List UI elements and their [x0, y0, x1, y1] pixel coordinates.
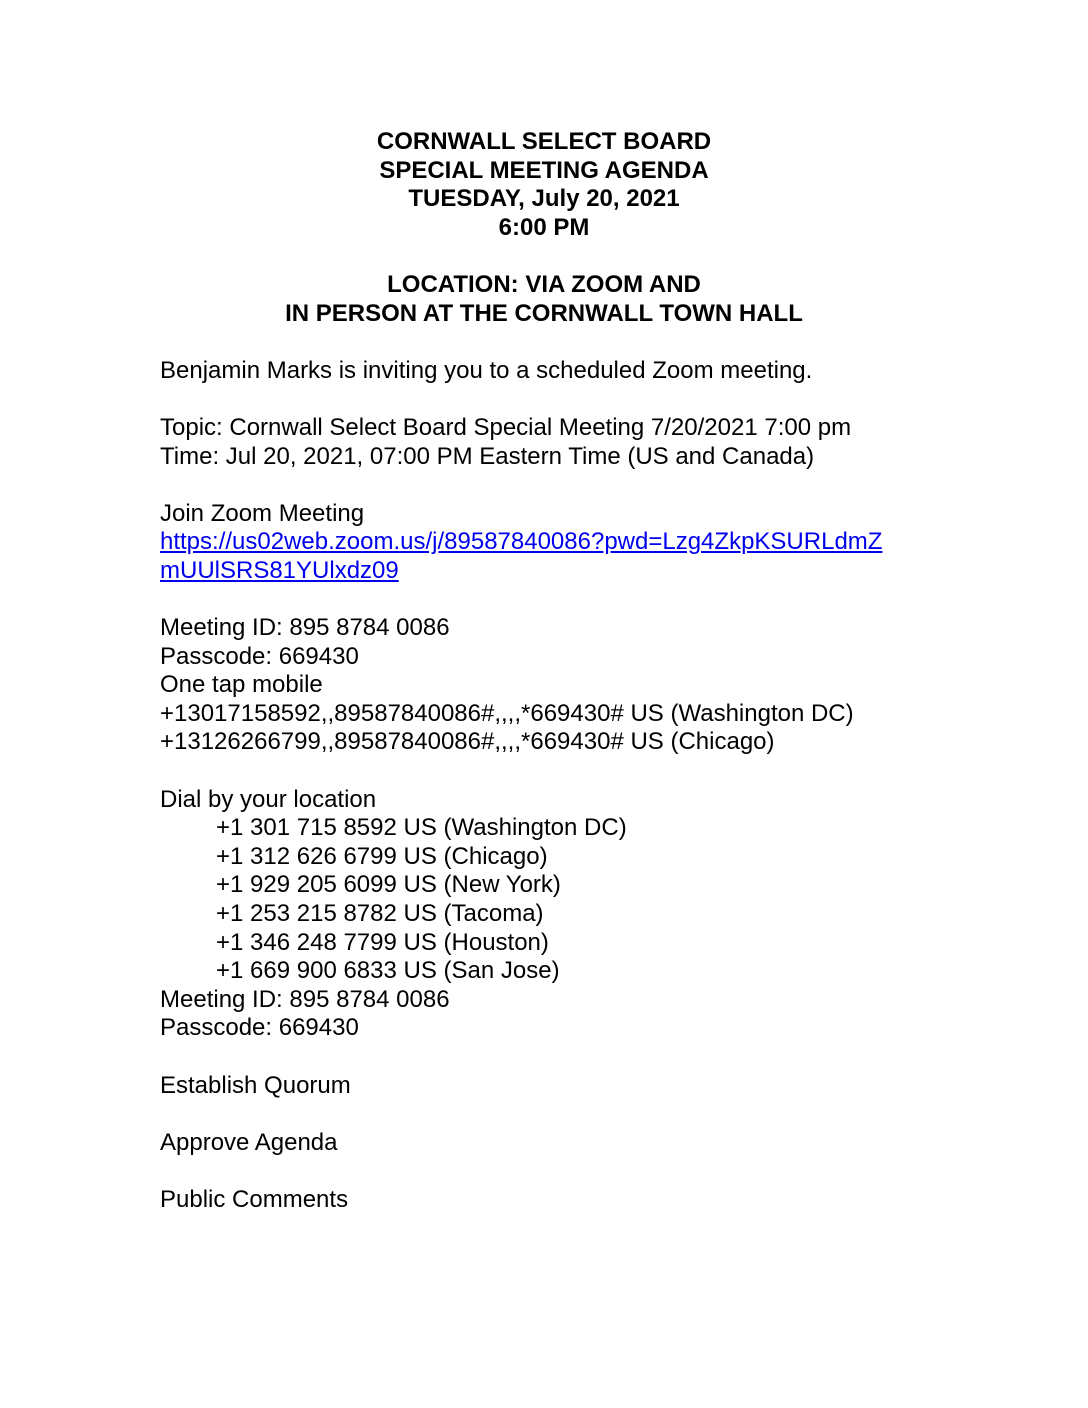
dial-number: +1 346 248 7799 US (Houston): [216, 928, 549, 956]
location-line-2: IN PERSON AT THE CORNWALL TOWN HALL: [285, 299, 803, 327]
dial-number: +1 312 626 6799 US (Chicago): [216, 842, 548, 870]
agenda-page: [160, 128, 940, 1215]
meeting-id: Meeting ID: 895 8784 0086: [160, 614, 450, 642]
dial-number: +1 929 205 6099 US (New York): [216, 871, 561, 899]
agenda-item: Approve Agenda: [160, 1128, 338, 1156]
topic-text: Topic: Cornwall Select Board Special Meeting 7/20/2021 7:00 pm: [160, 413, 852, 441]
zoom-meeting-link[interactable]: [160, 528, 940, 585]
time-text: Time: Jul 20, 2021, 07:00 PM Eastern Time (US and Canada): [160, 442, 815, 470]
one-tap-number: +13126266799,,89587840086#,,,,*669430# US (Chicago): [160, 728, 775, 756]
meeting-passcode: Passcode: 669430: [160, 642, 359, 670]
meeting-date: TUESDAY, July 20, 2021: [408, 185, 680, 213]
agenda-header: [160, 128, 928, 328]
one-tap-number: +13017158592,,89587840086#,,,,*669430# US (Washington DC): [160, 699, 854, 727]
meeting-type: SPECIAL MEETING AGENDA: [379, 156, 709, 184]
meeting-time: 6:00 PM: [498, 213, 590, 241]
dial-number: +1 669 900 6833 US (San Jose): [216, 957, 560, 985]
location-line-1: LOCATION: VIA ZOOM AND: [387, 270, 701, 298]
dial-meeting-id: Meeting ID: 895 8784 0086: [160, 985, 450, 1013]
agenda-item: Public Comments: [160, 1185, 349, 1213]
board-title: CORNWALL SELECT BOARD: [376, 128, 712, 155]
dial-label: Dial by your location: [160, 785, 377, 813]
one-tap-label: One tap mobile: [160, 671, 323, 699]
agenda-item: Establish Quorum: [160, 1071, 351, 1099]
dial-passcode: Passcode: 669430: [160, 1014, 359, 1042]
zoom-link-line-2[interactable]: mUUlSRS81YUlxdz09: [160, 556, 399, 584]
dial-number: +1 301 715 8592 US (Washington DC): [216, 814, 627, 842]
join-label: Join Zoom Meeting: [160, 499, 365, 527]
invite-text: Benjamin Marks is inviting you to a scheduled Zoom meeting.: [160, 356, 813, 384]
zoom-link-line-1[interactable]: https://us02web.zoom.us/j/89587840086?pwd=Lzg4ZkpKSURLdmZ: [160, 528, 883, 556]
dial-number: +1 253 215 8782 US (Tacoma): [216, 900, 544, 928]
